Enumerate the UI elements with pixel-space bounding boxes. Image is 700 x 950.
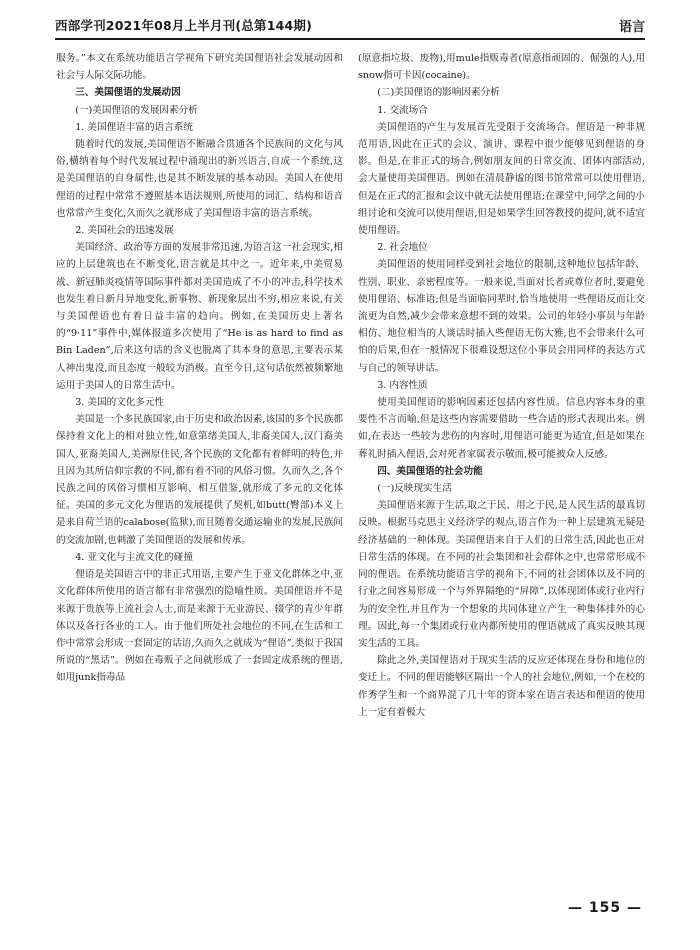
subsection-heading: (二)美国俚语的影响因素分析 — [377, 87, 500, 99]
journal-title: 西部学刊2021年08月上半月刊(总第144期) — [55, 18, 313, 33]
section-heading: 四、美国俚语的社会功能 — [377, 465, 483, 477]
paragraph: (原意指垃圾、废物),用mule指贩毒者(原意指顽固的、倔强的人),用snow指可卡因(cocaine)。 — [358, 53, 645, 82]
paragraph: 美国是一个多民族国家,由于历史和政治因素,该国的多个民族都保持着文化上的相对独立性,如意第绪美国人,非裔美国人,汉门裔美国人,亚裔美国人,美洲原住民,各个民族的文化都有着鲜明的特色,并且因为其所信仰宗教的不同,都有着不同的风俗习惯。久而久之,各个民族之间的风俗习惯相互影响、相互借鉴,就形成了多元的文化体征。美国的多元文化为俚语的发展提供了契机,如butt(臀部)本义上是来自荷兰语的calabose(监狱),而且随着交通运输业的发展,民族间的交流加剧,也刺激了美国俚语的发展和传承。 — [56, 414, 343, 546]
paragraph: 除此之外,美国俚语对于现实生活的反应还体现在身份和地位的变迁上。不同的俚语能够区隔出一个人的社会地位,例如,一个在校的作秀学生和一个商界混了几十年的资本家在语言表达和俚语的使用上一定有着极大 — [358, 655, 645, 718]
left-column — [56, 50, 343, 880]
item-heading: 1. 交流场合 — [377, 104, 428, 116]
paragraph: 使用美国俚语的影响因素还包括内容性质。信息内容本身的重要性不言而喻,但是这些内容需要借助一些合适的形式表现出来。例如,在表达一些较为悲伤的内容时,用俚语可能更为适宜,但是如果在葬礼时插入俚语,会对死者家属表示敬而,极可能被众人反感。 — [358, 397, 645, 460]
paragraph: 俚语是美国语言中的非正式用语,主要产生于亚文化群体之中,亚文化群体所使用的语言都有非常强烈的隐喻性质。美国俚语并不是来源于贵族等上流社会人士,而是来源于无业游民、辍学的青少年群体以及各行各业的工人。由于他们所处社会地位的不同,在生活和工作中常常会形成一套固定的话语,久而久之就成为“俚语”,类似于我国所说的“黑话”。例如在毒贩子之间就形成了一套固定成系统的俚语,如用junk指毒品 — [56, 569, 343, 684]
page-number: — 155 — — [568, 900, 642, 916]
paragraph: 美国俚语的产生与发展首先受限于交流场合。俚语是一种非规范用语,因此在正式的会议、演讲、课程中很少能够见到俚语的身影。但是,在非正式的场合,例如朋友间的日常交流、团体内部活动,会大量使用美国俚语。例如在清晨静谧的图书馆常常可以使用俚语,但是在正式的汇报和会议中就无法使用俚语;在课堂中,同学之间的小组讨论和交流可以使用俚语,但是如果学生回答教授的提问,就不适宜使用俚语。 — [358, 121, 645, 237]
item-heading: 2. 美国社会的迅速发展 — [75, 225, 174, 237]
subsection-heading: (一)美国俚语的发展因素分析 — [75, 104, 198, 116]
subsection-heading: (一)反映现实生活 — [377, 483, 452, 495]
section-heading: 三、美国俚语的发展动因 — [75, 87, 181, 99]
item-heading: 1. 美国俚语丰富的语言系统 — [75, 121, 193, 133]
running-header — [55, 14, 645, 40]
item-heading: 3. 美国的文化多元性 — [75, 397, 165, 409]
paragraph: 随着时代的发展,美国俚语不断融合贯通各个民族间的文化与风俗,横纳着每个时代发展过程中涌现出的新兴语言,自成一个系统,这是美国俚语的自身属性,也是其不断发展的基本动因。美国人在使用俚语的过程中常常不遵照基本语法规则,所使用的词汇、结构和语音也常常产生变化,久而久之就形成了美国俚语丰富的语言系统。 — [56, 139, 343, 219]
item-heading: 3. 内容性质 — [377, 379, 428, 391]
paragraph: 服务。”本文在系统功能语言学视角下研究美国俚语社会发展动因和社会与人际交际功能。 — [56, 53, 343, 82]
item-heading: 4. 亚文化与主流文化的碰撞 — [75, 551, 193, 563]
paragraph: 美国俚语的使用同样受到社会地位的限制,这种地位包括年龄、性别、职业、亲密程度等。一般来说,当面对长者或尊位者时,要避免使用俚语、标准语;但是当面临同辈时,恰当地使用一些俚语反而让交流更为自然,减少会带来意想不到的效果。公司的年轻小事员与年龄相仿、地位相当的人谈话时插入些俚语无伤大雅,也不会带来什么可怕的后果,但在一般情况下很难设想这位小事员会用同样的表达方式与自己的领导讲话。 — [358, 259, 645, 374]
section-label: 语言 — [618, 20, 645, 35]
right-column — [358, 50, 645, 880]
paragraph: 美国俚语来源于生活,取之于民、用之于民,是人民生活的最真切反映。根据马克思主义经济学的观点,语言作为一种上层建筑无疑是经济基础的一种体现。美国俚语来自于人们的日常生活,因此也正对日常生活的体现。在不同的社会集团和社会群体之中,也常常形成不同的俚语。在系统功能语言学的视角下,不同的社会团体以及不同的行业之间容易形成一个与外界隔绝的“屏障”,以体现团体或行业内行为的安全性,并且作为一个想象的共同体建立产生一种集体排外的心理。因此,每一个集团或行业内都所使用的俚语就成了真实反映其现实生活的工具。 — [358, 500, 645, 649]
paragraph: 美国经济、政治等方面的发展非常迅速,为语言这一社会现实,相应的上层建筑也在不断变化,语言就是其中之一。近年来,中美贸易战、新冠肺炎疫情等国际事件都对美国造成了不小的冲击,科学技术也发生着日新月异地变化,新事物、新现象层出不穷,相应来说,有关与美国俚语也有着日益丰富的趋向。例如,在美国历史上著名的“9·11”事件中,媒体报道多次使用了“He is as hard to find as Bin Laden”,后来这句话的含义也脱离了其本身的意思,主要表示某人神出鬼没,而且态度一般较为消极。直至今日,这句话依然被频繁地运用于美国人的日常生活中。 — [56, 242, 343, 391]
item-heading: 2. 社会地位 — [377, 242, 428, 254]
